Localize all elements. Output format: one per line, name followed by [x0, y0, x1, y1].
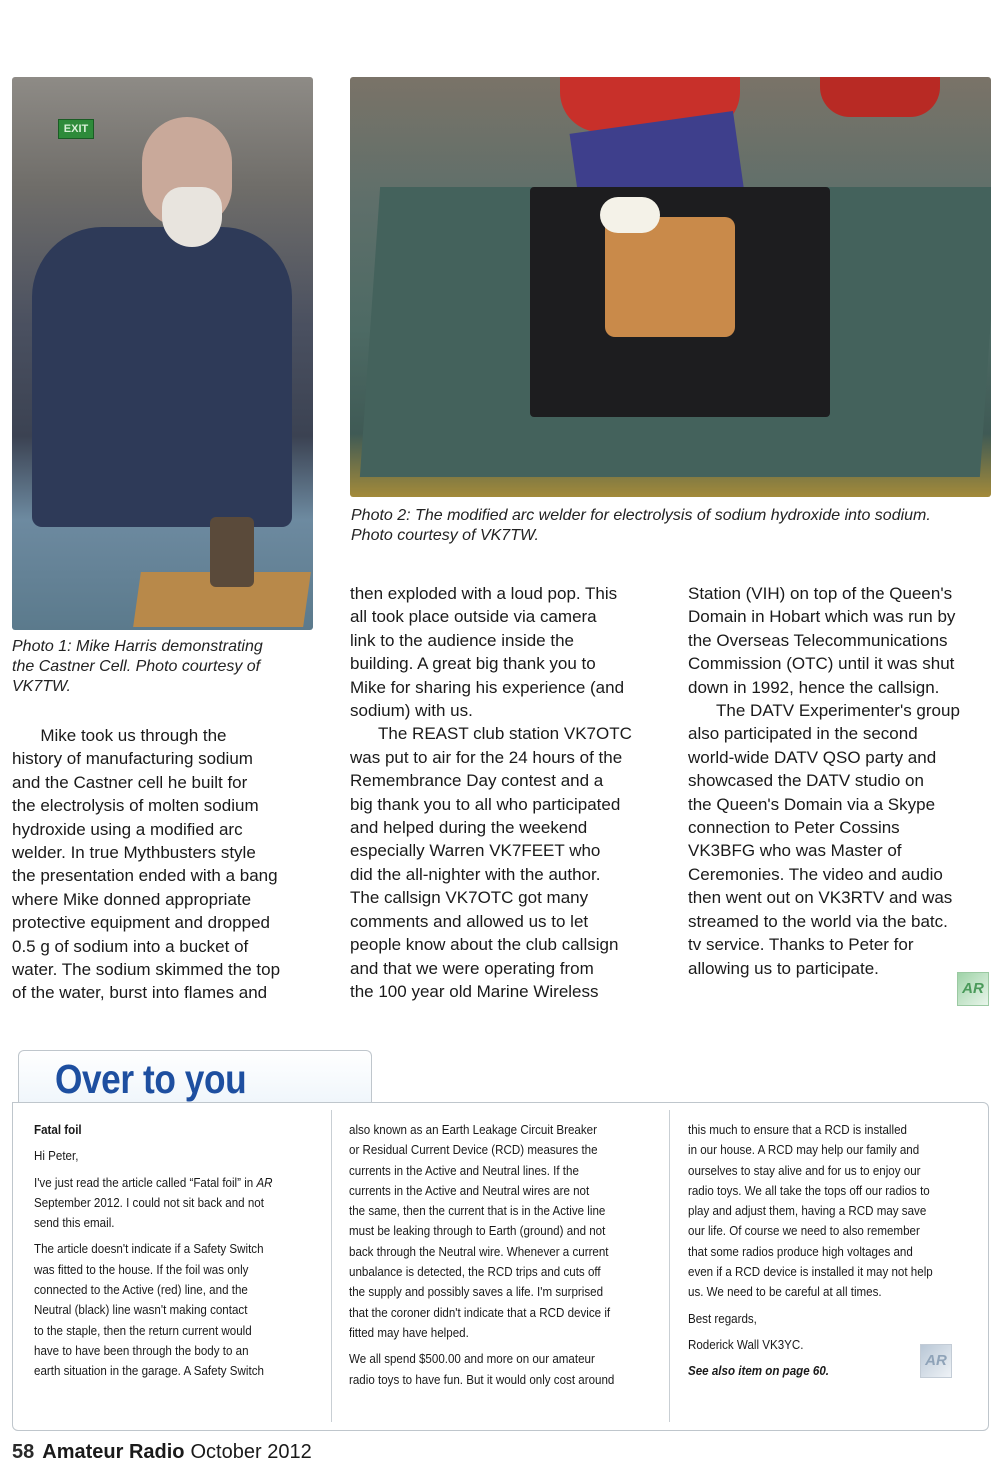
issue-date: October 2012 [190, 1441, 312, 1463]
text-line: radio toys. We all take the tops off our radios to [688, 1183, 930, 1198]
text-line: history of manufacturing sodium [12, 749, 253, 769]
text-line: protective equipment and dropped [12, 913, 271, 933]
text-line: and the Castner cell he built for [12, 772, 248, 792]
text-line: world-wide DATV QSO party and [688, 747, 937, 767]
text-line: showcased the DATV studio on [688, 771, 924, 791]
text-line: that the coroner didn't indicate that a RCD device if [349, 1305, 611, 1320]
text-line: the 100 year old Marine Wireless [350, 981, 599, 1001]
photo-light-reflection [600, 197, 660, 233]
text-line: us. We need to be careful at all times. [688, 1285, 882, 1300]
text-line: earth situation in the garage. A Safety Switch [34, 1364, 264, 1379]
text-line: or Residual Current Device (RCD) measures the [349, 1143, 598, 1158]
text-line: people know about the club callsign [350, 935, 619, 955]
exit-sign: EXIT [58, 119, 94, 139]
text-line: all took place outside via camera [350, 607, 597, 627]
text-line: We all spend $500.00 and more on our amateur [349, 1352, 595, 1367]
text-line: allowing us to participate. [688, 958, 879, 978]
letter-paragraph [688, 1120, 978, 1303]
photo1-caption: Photo 1: Mike Harris demonstrating the Castner Cell. Photo courtesy of VK7TW. [12, 638, 263, 695]
text-line: fitted may have helped. [349, 1325, 469, 1340]
text-line: then went out on VK3RTV and was [688, 888, 953, 908]
text-line: Ceremonies. The video and audio [688, 864, 943, 884]
text-line: link to the audience inside the [350, 630, 574, 650]
text-line: 0.5 g of sodium into a bucket of [12, 936, 249, 956]
see-also-link: See also item on page 60. [688, 1364, 830, 1379]
text-line: must be leaking through to Earth (ground) and not [349, 1224, 606, 1239]
text-line: The callsign VK7OTC got many [350, 888, 589, 908]
text-line: where Mike donned appropriate [12, 889, 252, 909]
letter-signature: Roderick Wall VK3YC. [688, 1337, 804, 1352]
text-line: building. A great big thank you to [350, 654, 596, 674]
article-column-3 [688, 582, 998, 980]
text-line: the presentation ended with a bang [12, 866, 278, 886]
photo-welder-coil [605, 217, 735, 337]
text-line: The REAST club station VK7OTC [350, 724, 632, 744]
text-line: sodium) with us. [350, 701, 473, 721]
text-line: connection to Peter Cossins [688, 818, 900, 838]
text-line: Mike for sharing his experience (and [350, 677, 625, 697]
letter-paragraph [349, 1349, 649, 1390]
letter-heading: Fatal foil [34, 1123, 82, 1137]
text-line: Commission (OTC) until it was shut [688, 654, 955, 674]
text-line: water. The sodium skimmed the top [12, 960, 281, 980]
text-line: was put to air for the 24 hours of the [350, 747, 623, 767]
text-line: tv service. Thanks to Peter for [688, 935, 914, 955]
text-line: in our house. A RCD may help our family and [688, 1143, 920, 1158]
text-line: comments and allowed us to let [350, 911, 589, 931]
text-line: back through the Neutral wire. Whenever a current [349, 1244, 609, 1259]
text-line: especially Warren VK7FEET who [350, 841, 601, 861]
letter-column-3 [688, 1120, 978, 1382]
photo2-caption: Photo 2: The modified arc welder for electrolysis of sodium hydroxide into sodium. Photo courtesy of VK7TW. [351, 507, 931, 544]
text-line: big thank you to all who participated [350, 794, 621, 814]
photo-arc-welder [350, 77, 991, 497]
letter-column-1: Fatal foil Hi Peter, I've just read the article called “Fatal foil” in AR September 2012. I could not sit back and not send this email. The article doesn't indicate if a Safety Switch was fitted to the house. If the foil was only connected to the Active (red) line, and the Neutral (black) line wasn't making contact to the staple, then the return current would have to have been through the body to an earth situation in the garage. A Safety Switch [34, 1120, 334, 1382]
text-line: hydroxide using a modified arc [12, 819, 243, 839]
article-column-1 [12, 724, 332, 1005]
column-divider [669, 1110, 670, 1422]
letter-greeting: Hi Peter, [34, 1149, 79, 1164]
text-line: welder. In true Mythbusters style [12, 843, 256, 863]
text-line: and helped during the weekend [350, 818, 588, 838]
text-line: unbalance is detected, the RCD trips and cuts off [349, 1265, 601, 1280]
text-line: play and adjust them, having a RCD may save [688, 1204, 927, 1219]
text-line: and that we were operating from [350, 958, 594, 978]
text-line: Station (VIH) on top of the Queen's [688, 584, 953, 603]
text-line: radio toys to have fun. But it would only cost around [349, 1372, 615, 1387]
text-line: down in 1992, hence the callsign. [688, 677, 940, 697]
text-line: the Queen's Domain via a Skype [688, 794, 936, 814]
text-line: that some radios produce high voltages and [688, 1244, 913, 1259]
text-line: Domain in Hobart which was run by [688, 607, 956, 627]
photo-red-chair-2 [820, 77, 940, 117]
text-line: also known as an Earth Leakage Circuit Breaker [349, 1123, 597, 1137]
text-line: the supply and possibly saves a life. I'm surprised [349, 1285, 604, 1300]
page-number: 58 [12, 1441, 35, 1463]
text-line: ourselves to stay alive and for us to enjoy our [688, 1163, 921, 1178]
ar-end-logo: AR [957, 972, 989, 1006]
text-line: currents in the Active and Neutral wires are not [349, 1183, 590, 1198]
text-line: was fitted to the house. If the foil was only [34, 1262, 249, 1277]
text-line: Remembrance Day contest and a [350, 771, 604, 791]
text-line: the Overseas Telecommunications [688, 630, 948, 650]
photo-mike-harris [12, 77, 313, 630]
text-line: then exploded with a loud pop. This [350, 584, 618, 603]
photo-person-beard [162, 187, 222, 247]
text-line: of the water, burst into flames and [12, 983, 268, 1003]
text-line: VK3BFG who was Master of [688, 841, 902, 861]
letter-signoff: Best regards, [688, 1311, 757, 1326]
letter-paragraph [349, 1120, 649, 1343]
photo-castner-cell [210, 517, 254, 587]
text-line: have to have been through the body to an [34, 1343, 249, 1358]
text-line: this much to ensure that a RCD is installed [688, 1123, 907, 1137]
text-line: Neutral (black) line wasn't making contact [34, 1303, 248, 1318]
text-line: also participated in the second [688, 724, 918, 744]
text-line: currents in the Active and Neutral lines. If the [349, 1163, 579, 1178]
letter-line: I've just read the article called “Fatal foil” in AR [34, 1175, 273, 1190]
photo-person-jacket [32, 227, 292, 527]
text-line: our life. Of course we need to also remember [688, 1224, 920, 1239]
ar-end-logo: AR [920, 1344, 952, 1378]
text-line: Mike took us through the [12, 726, 227, 745]
over-to-you-title: Over to you [55, 1056, 247, 1102]
letter-paragraph [34, 1239, 334, 1381]
text-line: even if a RCD device is installed it may not help [688, 1265, 933, 1280]
text-line: connected to the Active (red) line, and the [34, 1283, 248, 1298]
text-line: The article doesn't indicate if a Safety Switch [34, 1242, 264, 1257]
text-line: the same, then the current that is in the Active line [349, 1204, 606, 1219]
text-line: did the all-nighter with the author. [350, 864, 601, 884]
article-column-2 [350, 582, 670, 1003]
text-line: The DATV Experimenter's group [688, 701, 960, 721]
text-line: the electrolysis of molten sodium [12, 796, 259, 816]
page-footer [12, 1441, 312, 1464]
text-line: streamed to the world via the batc. [688, 911, 948, 931]
letter-column-2 [349, 1120, 649, 1390]
magazine-name: Amateur Radio [42, 1441, 185, 1463]
text-line: to the staple, then the return current would [34, 1323, 252, 1338]
